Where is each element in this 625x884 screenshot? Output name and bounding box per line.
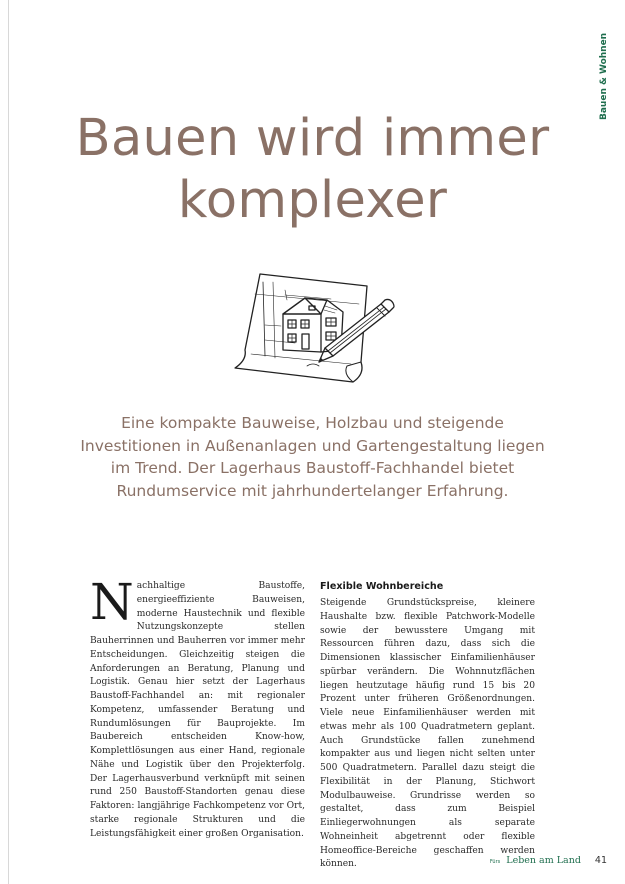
lead-paragraph: Eine kompakte Bauweise, Holzbau und steigende Investitionen in Außenanlagen und Gartengestaltung liegen im Trend. Der Lagerhaus Baustoff-Fachhandel bietet Rundumservice mit jahrhundertelanger Erfahrung. [80,414,545,500]
dropcap: N [90,573,134,631]
section-label-text: Bauen & Wohnen [599,32,609,120]
article-column-right [320,580,535,872]
house-blueprint-with-pencil-icon [225,270,400,385]
footer-magazine-name: Leben am Land [506,855,581,866]
page-number: 41 [594,855,607,866]
section-heading: Flexible Wohnbereiche [320,581,444,592]
page-title [0,108,625,232]
footer-brand: Fürs [489,859,501,865]
page-footer [490,855,607,866]
title-line-2: komplexer [177,171,448,230]
title-line-1: Bauen wird immer [75,109,550,168]
article-column-left [90,573,305,841]
right-column-text: Steigende Grundstückspreise, kleinere Haushalte bzw. flexible Patchwork-Modelle sowie der bewusstere Umgang mit Ressourcen führen dazu, dass sich die Dimensionen klassischer Einfamilienhäuser spürbar verändern. Die Wohnnutzflächen liegen heutzutage häufig rund 15 bis 20 Prozent unter früheren Größenordnungen. Viele neue Einfamilienhäuser werden mit etwas mehr als 100 Quadratmetern geplant. Auch Grundstücke fallen zunehmend kompakter aus und liegen nicht selten unter 500 Quadratmetern. Parallel dazu steigt die Flexibilität in der Planung, Stichwort Modulbauweise. Grundrisse werden so gestaltet, dass zum Beispiel Einliegerwohnungen als separate Wohneinheit abgetrennt oder flexible Homeoffice-Bereiche geschaffen werden können. [320,598,535,870]
left-column-text: achhaltige Baustoffe, energieeffiziente Bauweisen, moderne Haustechnik und flexible Nutzungskonzepte stellen Bauherrinnen und Bauherren vor immer mehr Entscheidungen. Gleichzeitig steigen die Anforderungen an Beratung, Planung und Logistik. Genau hier setzt der Lagerhaus Baustoff-Fachhandel an: mit regionaler Kompetenz, umfassender Beratung und Rundumlösungen für Bauprojekte. Im Baubereich entscheiden Know-how, Komplettlösungen aus einer Hand, regionale Nähe und Logistik über den Projekterfolg. Der Lagerhausverbund verknüpft mit seinen rund 250 Baustoff-Standorten genau diese Faktoren: langjährige Fachkompetenz vor Ort, starke regionale Strukturen und die Leistungsfähigkeit einer großen Organisation. [90,581,305,839]
